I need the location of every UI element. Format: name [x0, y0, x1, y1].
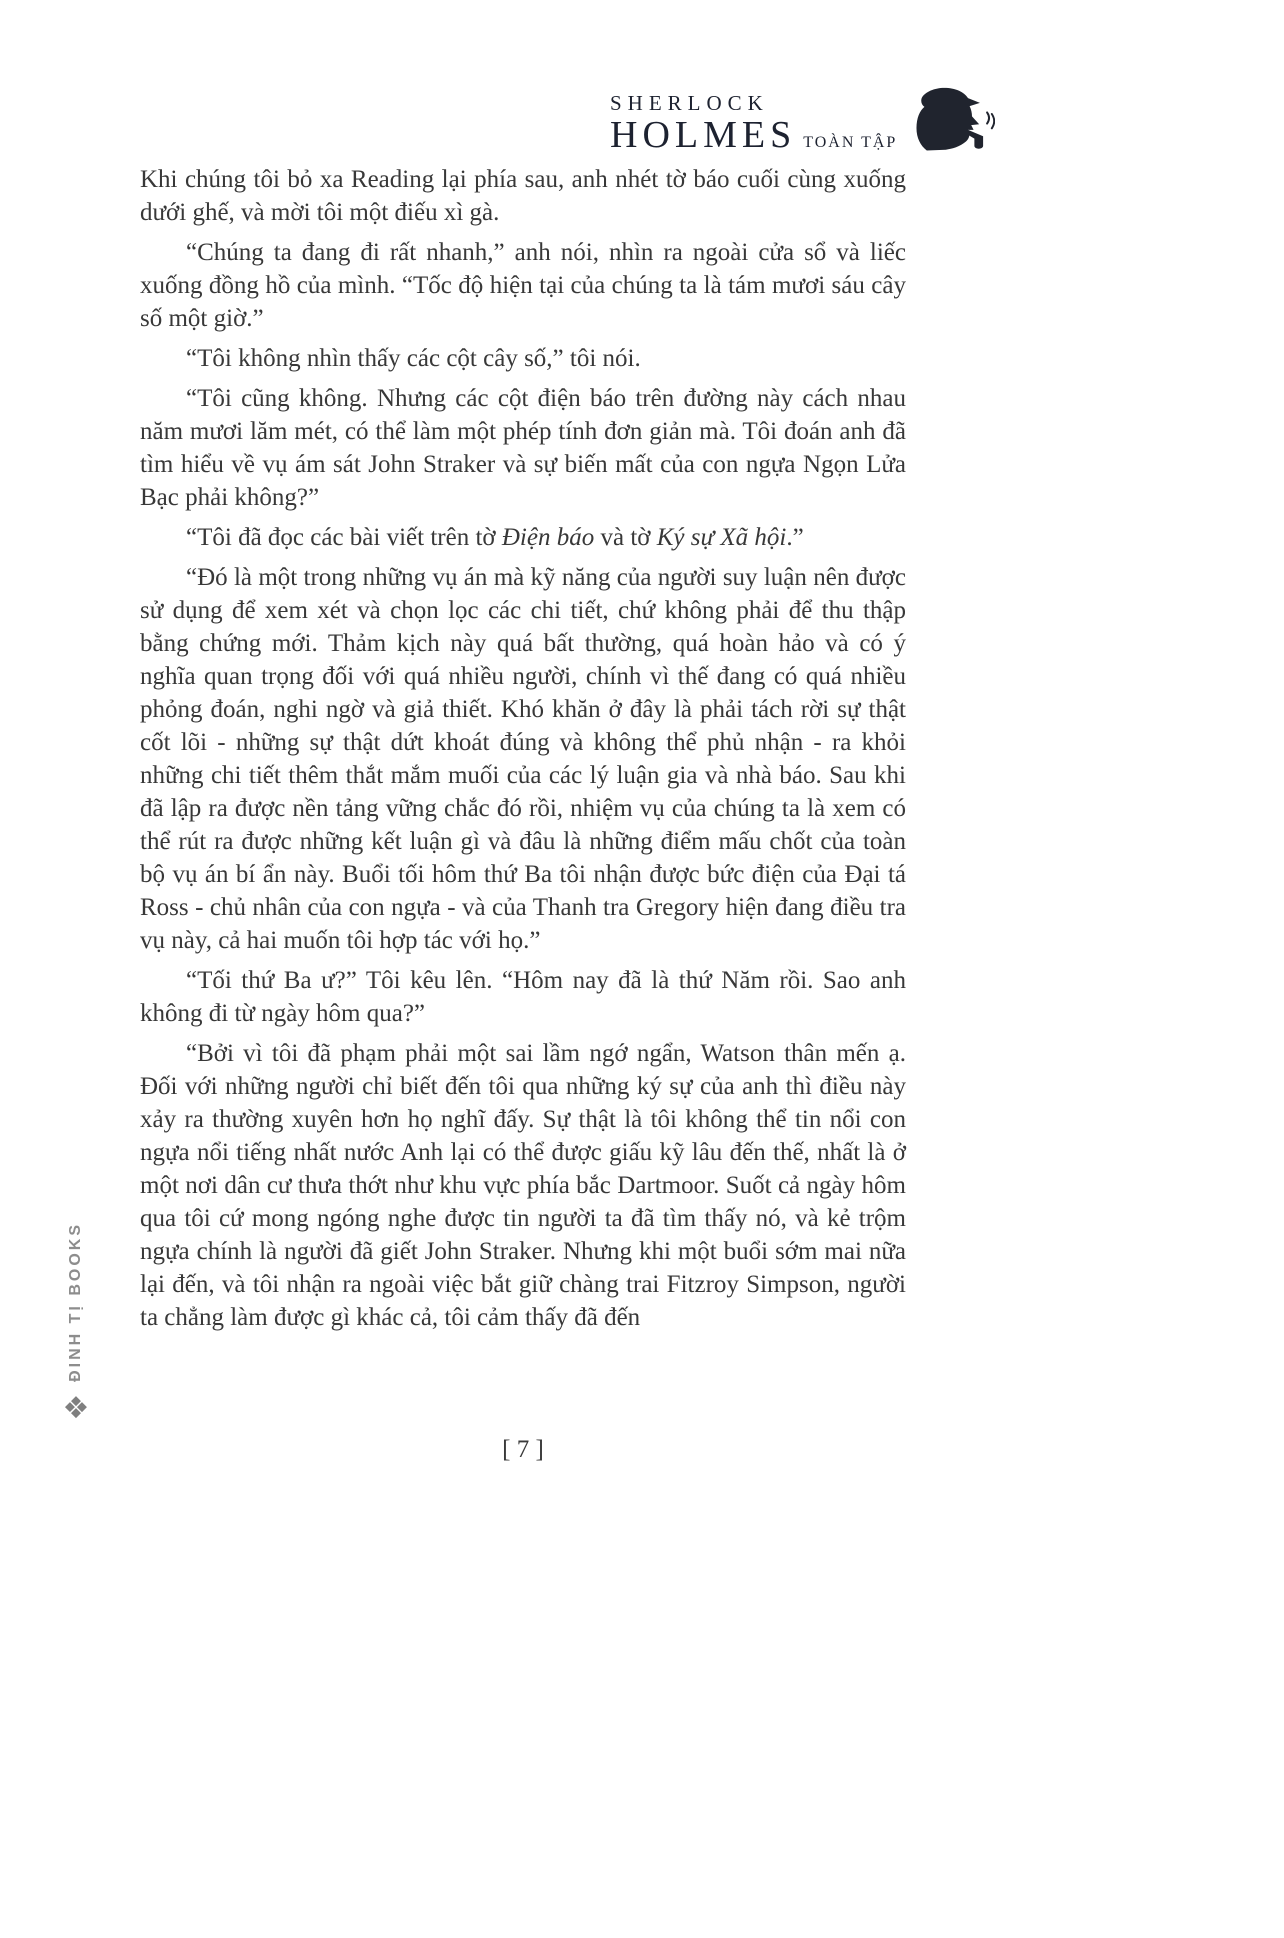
publisher-spine	[56, 1222, 96, 1424]
text-segment: “Tối thứ Ba ư?” Tôi kêu lên. “Hôm nay đã là thứ Năm rồi. Sao anh không đi từ ngày hôm qua?”	[140, 967, 906, 1027]
page-body	[140, 163, 906, 1341]
text-segment: “Tôi đã đọc các bài viết trên tờ	[186, 524, 502, 551]
brand-sherlock: SHERLOCK	[610, 90, 769, 115]
brand-holmes-line	[610, 116, 897, 154]
text-segment-italic: Điện báo	[501, 524, 595, 551]
paragraph	[140, 236, 906, 335]
book-header	[610, 74, 995, 154]
text-segment-italic: Ký sự Xã hội	[656, 524, 787, 551]
text-segment: “Chúng ta đang đi rất nhanh,” anh nói, nhìn ra ngoài cửa sổ và liếc xuống đồng hồ của mình. “Tốc độ hiện tại của chúng ta là tám mươi sáu cây số một giờ.”	[140, 239, 906, 332]
paragraph	[140, 964, 906, 1030]
paragraph	[140, 1037, 906, 1334]
paragraph	[140, 342, 906, 375]
text-segment: “Đó là một trong những vụ án mà kỹ năng của người suy luận nên được sử dụng để xem xét và chọn lọc các chi tiết, chứ không phải để thu thập bằng chứng mới. Thảm kịch này quá bất thường, quá hoàn hảo và có ý nghĩa quan trọng đối với quá nhiều người, chính vì thế đang có quá nhiều phỏng đoán, nghi ngờ và giả thiết. Khó khăn ở đây là phải tách rời sự thật cốt lõi - những sự thật dứt khoát đúng và không thể phủ nhận - ra khỏi những chi tiết thêm thắt mắm muối của các lý luận gia và nhà báo. Sau khi đã lập ra được nền tảng vững chắc đó rồi, nhiệm vụ của chúng ta là xem có thể rút ra được những kết luận gì và đâu là những điểm mấu chốt của toàn bộ vụ án bí ẩn này. Buổi tối hôm thứ Ba tôi nhận được bức điện của Đại tá Ross - chủ nhân của con ngựa - và của Thanh tra Gregory hiện đang điều tra vụ này, cả hai muốn tôi hợp tác với họ.”	[140, 564, 906, 954]
brand-text	[610, 90, 897, 154]
brand-holmes: HOLMES	[610, 114, 797, 156]
text-segment: .”	[786, 524, 804, 551]
page-footer	[140, 1436, 906, 1464]
page-number: [ 7 ]	[502, 1436, 544, 1463]
paragraph	[140, 382, 906, 514]
text-segment: và tờ	[594, 524, 657, 551]
text-segment: “Bởi vì tôi đã phạm phải một sai lầm ngớ ngẩn, Watson thân mến ạ. Đối với những người chỉ biết đến tôi qua những ký sự của anh thì điều này xảy ra thường xuyên hơn họ nghĩ đấy. Sự thật là tôi không thể tin nổi con ngựa nổi tiếng nhất nước Anh lại có thể được giấu kỹ lâu đến thế, nhất là ở một nơi dân cư thưa thớt như khu vực phía bắc Dartmoor. Suốt cả ngày hôm qua tôi cứ mong ngóng nghe được tin người ta đã tìm thấy nó, và kẻ trộm ngựa chính là người đã giết John Straker. Nhưng khi một buổi sớm mai nữa lại đến, và tôi nhận ra ngoài việc bắt giữ chàng trai Fitzroy Simpson, người ta chẳng làm được gì khác cả, tôi cảm thấy đã đến	[140, 1040, 906, 1331]
text-segment: “Tôi không nhìn thấy các cột cây số,” tôi nói.	[186, 345, 641, 372]
paragraph	[140, 163, 906, 229]
brand-toan-tap: TOÀN TẬP	[803, 134, 898, 151]
publisher-name: ĐINH TỊ BOOKS	[67, 1222, 84, 1382]
text-segment: Khi chúng tôi bỏ xa Reading lại phía sau, anh nhét tờ báo cuối cùng xuống dưới ghế, và mời tôi một điếu xì gà.	[140, 166, 906, 226]
paragraph	[140, 561, 906, 957]
publisher-logo-icon: ❖	[62, 1390, 90, 1426]
sherlock-silhouette-icon	[903, 74, 995, 154]
text-segment: “Tôi cũng không. Nhưng các cột điện báo trên đường này cách nhau năm mươi lăm mét, có thể làm một phép tính đơn giản mà. Tôi đoán anh đã tìm hiểu về vụ ám sát John Straker và sự biến mất của con ngựa Ngọn Lửa Bạc phải không?”	[140, 385, 906, 511]
paragraph	[140, 521, 906, 554]
